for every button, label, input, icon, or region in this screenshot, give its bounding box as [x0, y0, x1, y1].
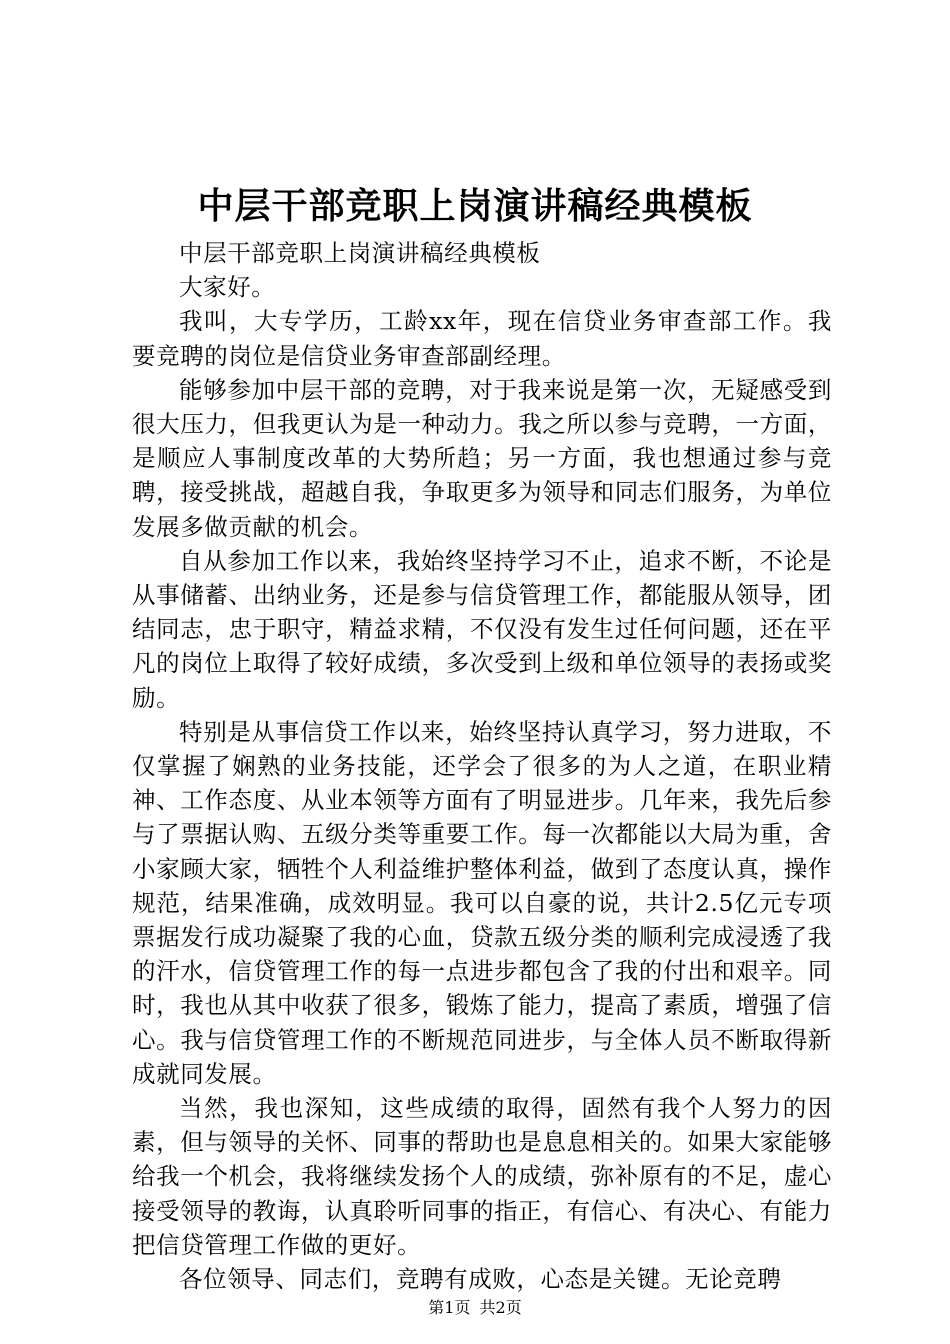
paragraph: 特别是从事信贷工作以来，始终坚持认真学习，努力进取，不仅掌握了娴熟的业务技能，还学会了很多的为人之道，在职业精神、工作态度、从业本领等方面有了明显进步。几年来，我先后参与了票据认购、五级分类等重要工作。每一次都能以大局为重，舍小家顾大家，牺牲个人利益维护整体利益，做到了态度认真，操作规范，结果准确，成效明显。我可以自豪的说，共计2.5亿元专项票据发行成功凝聚了我的心血，贷款五级分类的顺利完成浸透了我的汗水，信贷管理工作的每一点进步都包含了我的付出和艰辛。同时，我也从其中收获了很多，锻炼了能力，提高了素质，增强了信心。我与信贷管理工作的不断规范同进步，与全体人员不断取得新成就同发展。: [132, 717, 832, 1088]
paragraph: 大家好。: [179, 273, 276, 302]
document-title: 中层干部竞职上岗演讲稿经典模板: [197, 185, 753, 227]
paragraph: 能够参加中层干部的竞聘，对于我来说是第一次，无疑感受到很大压力，但我更认为是一种动力。我之所以参与竞聘，一方面，是顺应人事制度改革的大势所趋；另一方面，我也想通过参与竞聘，接受挑战，超越自我，争取更多为领导和同志们服务，为单位发展多做贡献的机会。: [132, 375, 832, 541]
page-number-total: 共2页: [479, 1298, 522, 1317]
page-number-current: 第1页: [428, 1298, 471, 1317]
paragraph: 自从参加工作以来，我始终坚持学习不止，追求不断，不论是从事储蓄、出纳业务，还是参与信贷管理工作，都能服从领导，团结同志，忠于职守，精益求精，不仅没有发生过任何问题，还在平凡的岗位上取得了较好成绩，多次受到上级和单位领导的表扬或奖励。: [132, 546, 832, 712]
paragraph: 各位领导、同志们，竞聘有成败，心态是关键。无论竞聘: [179, 1265, 782, 1294]
paragraph: 中层干部竞职上岗演讲稿经典模板: [179, 239, 541, 267]
paragraph: 我叫，大专学历，工龄xx年，现在信贷业务审查部工作。我要竞聘的岗位是信贷业务审查部副经理。: [132, 307, 832, 370]
paragraph: 当然，我也深知，这些成绩的取得，固然有我个人努力的因素，但与领导的关怀、同事的帮助也是息息相关的。如果大家能够给我一个机会，我将继续发扬个人的成绩，弥补原有的不足，虚心接受领导的教诲，认真聆听同事的指正，有信心、有决心、有能力把信贷管理工作做的更好。: [132, 1094, 832, 1259]
page-footer: [0, 1296, 950, 1320]
document-body: [132, 236, 832, 1296]
